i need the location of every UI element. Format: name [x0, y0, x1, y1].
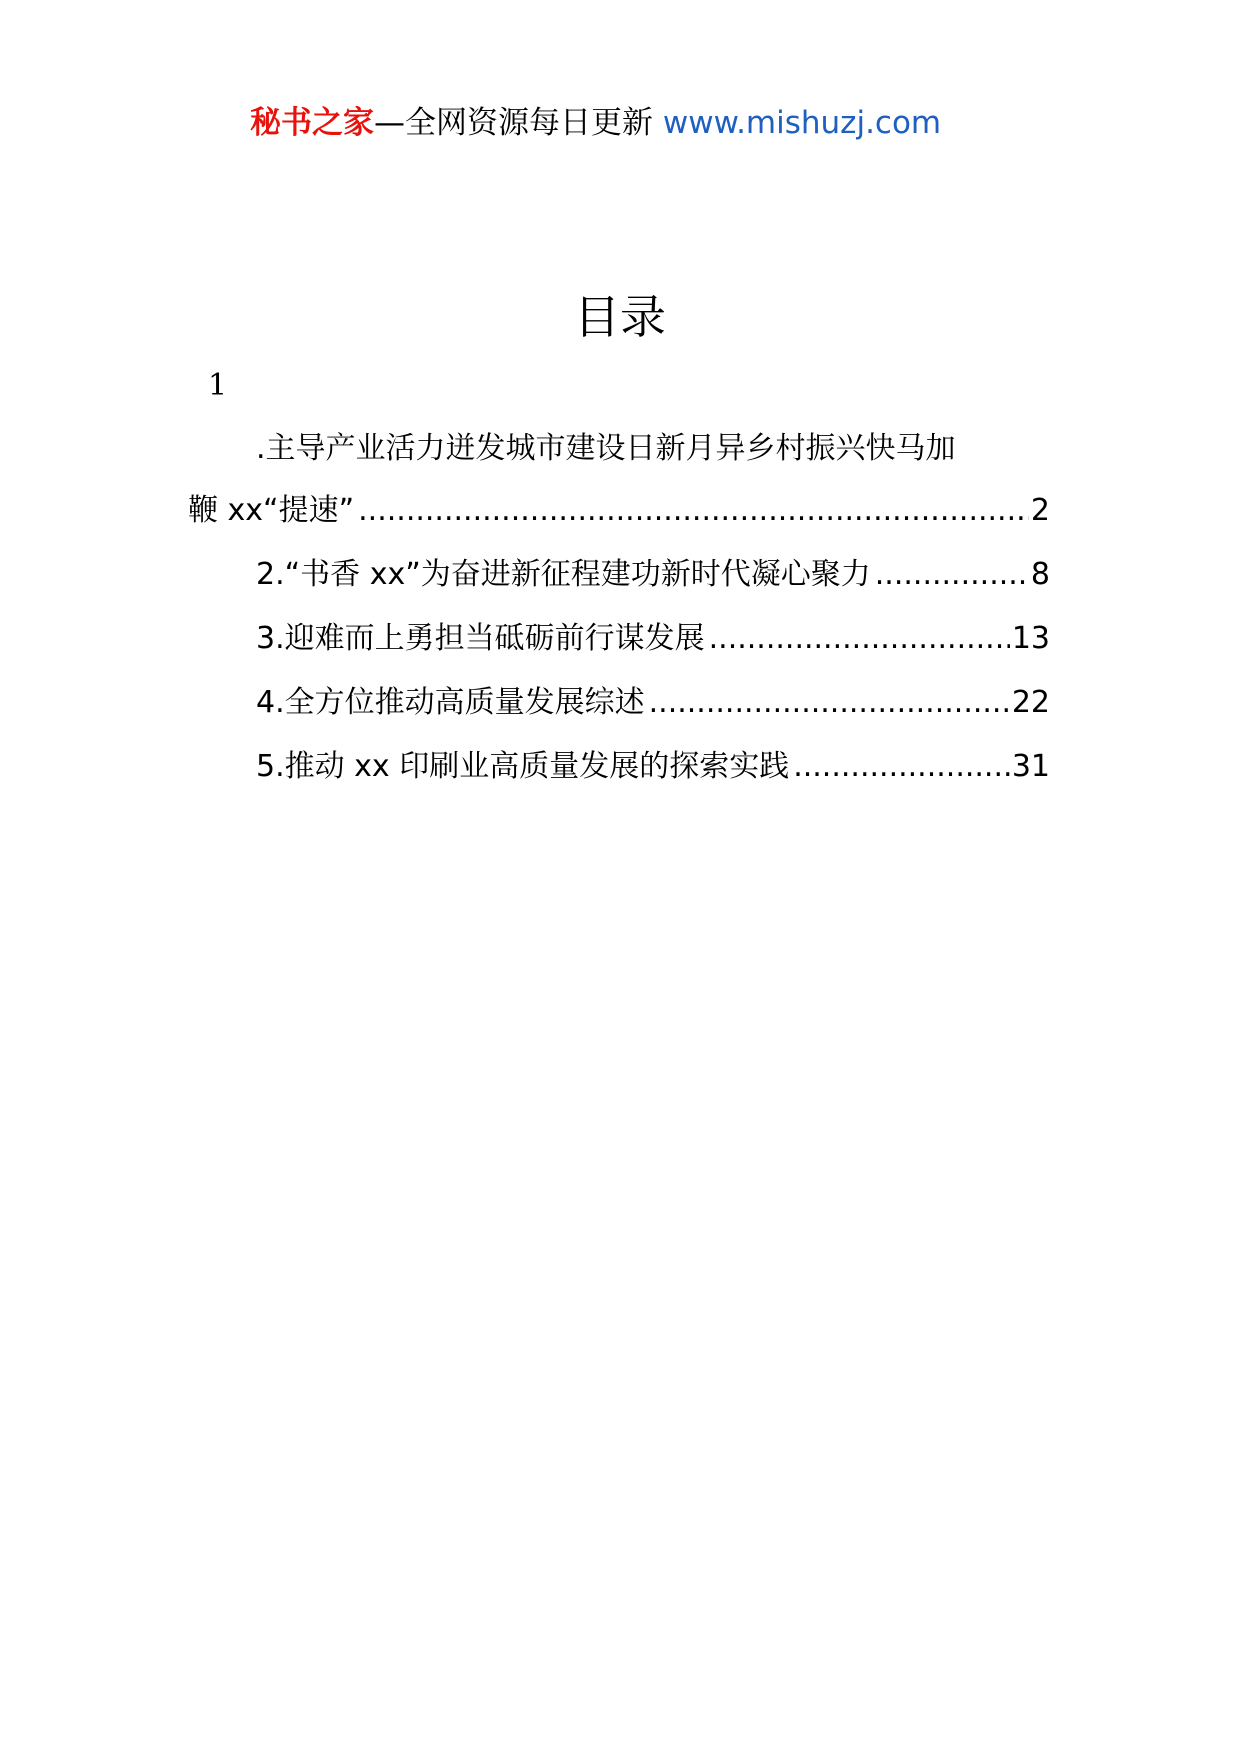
stray-list-number: 1	[208, 368, 228, 403]
website-link[interactable]: www.mishuzj.com	[662, 105, 942, 141]
toc-leader-dots	[649, 674, 1010, 732]
toc-entry-title: 5.推动 xx 印刷业高质量发展的探索实践	[256, 749, 790, 784]
toc-entry-3[interactable]	[188, 610, 1050, 668]
toc-entry-title: 4.全方位推动高质量发展综述	[256, 685, 645, 720]
toc-page-number: 22	[1011, 685, 1050, 720]
brand-name: 秘书之家	[250, 105, 374, 141]
toc-leader-dots	[875, 546, 1029, 604]
toc-entry-2[interactable]	[188, 546, 1050, 604]
toc-entry-1-line-2[interactable]	[188, 482, 1050, 540]
toc-entry-title: .主导产业活力迸发城市建设日新月异乡村振兴快马加	[256, 431, 956, 466]
toc-entry-5[interactable]	[188, 738, 1050, 796]
toc-leader-dots	[793, 738, 1010, 796]
header-tagline: —全网资源每日更新	[374, 105, 653, 141]
toc-page-number: 2	[1030, 493, 1050, 528]
toc-entry-title: 3.迎难而上勇担当砥砺前行谋发展	[256, 621, 705, 656]
toc-leader-dots	[709, 610, 1010, 668]
toc-entry-1-line-1[interactable]	[188, 420, 1050, 478]
toc-page-number: 8	[1030, 557, 1050, 592]
site-header	[250, 100, 990, 146]
toc-page-number: 13	[1011, 621, 1050, 656]
toc-entry-title-continued: 鞭 xx“提速”	[188, 493, 355, 528]
page-title: 目录	[574, 290, 666, 344]
toc-entry-title: 2.“书香 xx”为奋进新征程建功新时代凝心聚力	[256, 557, 871, 592]
toc-entry-4[interactable]	[188, 674, 1050, 732]
toc-page-number: 31	[1011, 749, 1050, 784]
toc-leader-dots	[358, 482, 1029, 540]
